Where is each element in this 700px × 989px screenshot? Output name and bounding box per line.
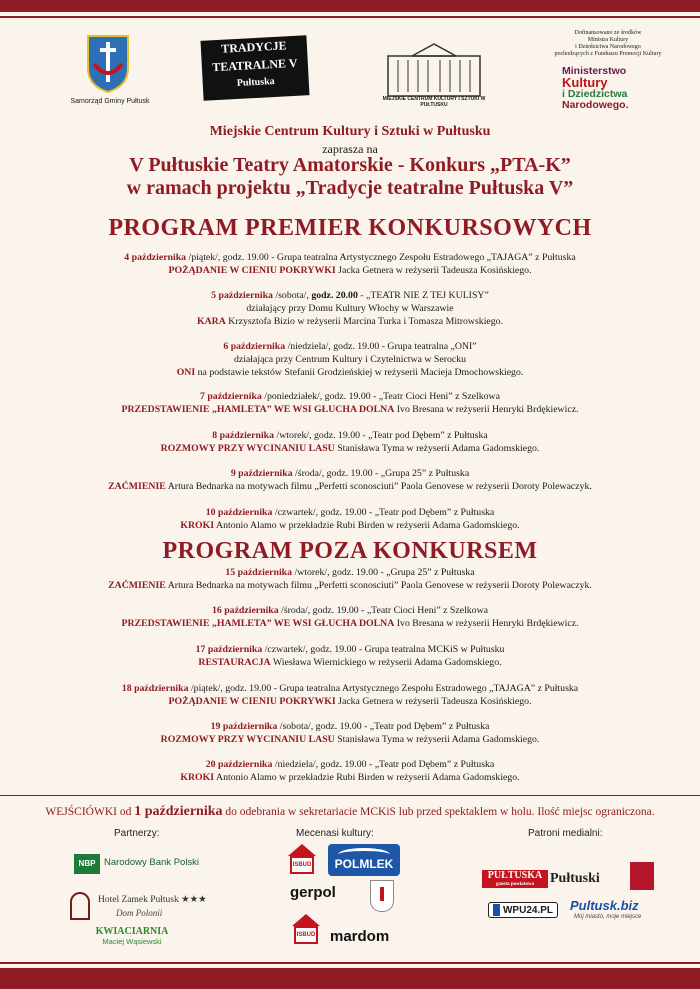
pultusk-biz-logo: Pultusk.biz [570, 898, 639, 913]
event-line-1 [0, 251, 700, 264]
event-date: 6 października [223, 341, 286, 352]
event-date: 5 października [211, 290, 273, 301]
tradycje-line-2: TEATRALNE V [211, 55, 298, 75]
event-details: /środa/, godz. 19.00 - „Grupa 25” z Pułtuska [292, 468, 470, 479]
event-line-1 [0, 682, 700, 695]
event-details: /sobota/, godz. 19.00 - „Teatr pod Dębem” z Pułtuska [277, 721, 490, 732]
event-credits: Ivo Bresana w reżyserii Henryki Brdękiewicz. [394, 404, 579, 415]
ministry-note-line: i Dziedzictwa Narodowego [575, 44, 641, 50]
event-credits: Jacka Getnera w reżyserii Tadeusza Kosińskiego. [335, 265, 532, 276]
event-title: ROZMOWY PRZY WYCINANIU LASU [160, 734, 335, 745]
event-title: ZAĆMIENIE [108, 580, 166, 591]
wpu24-name: WPU24.PL [502, 905, 553, 916]
logo-row [0, 28, 700, 120]
ministry-logo [562, 66, 672, 111]
event-line-1 [0, 643, 700, 656]
ministry-note-line: Dofinansowano ze środków [574, 30, 642, 36]
event-credits: Antonio Alamo w przekładzie Rubi Birden w reżyserii Adama Gadomskiego. [214, 772, 520, 783]
event-date: 16 października [211, 605, 279, 616]
event-date: 4 października [124, 252, 187, 263]
event-line-1 [0, 720, 700, 733]
event-date: 19 października [210, 721, 278, 732]
invites-line: zaprasza na [322, 142, 378, 156]
event-date: 9 października [230, 468, 293, 479]
nbp-mark: NBP [74, 854, 100, 874]
event-credits: Ivo Bresana w reżyserii Henryki Brdękiewicz. [394, 618, 579, 629]
event-line-1 [0, 289, 700, 302]
event-line-1 [0, 506, 700, 519]
gmina-crest-icon [84, 34, 132, 94]
organizer-line: Miejskie Centrum Kultury i Sztuki w Pułtusku [209, 124, 491, 139]
event-credits: Artura Bednarka na motywach filmu „Perfetti sconosciuti” Paola Genovese w reżyserii Doroty Polewaczyk. [165, 580, 592, 591]
bottom-band-line [0, 962, 700, 964]
event-item [0, 289, 700, 328]
pultuska-sub: gazeta powiatowa [496, 882, 534, 887]
event-credits: Jacka Getnera w reżyserii Tadeusza Kosińskiego. [335, 696, 532, 707]
divider [0, 795, 700, 796]
patrons-heading: Mecenasi kultury: [296, 828, 374, 839]
event-line-2 [0, 656, 700, 669]
polmlek-name: POLMLEK [334, 857, 394, 871]
event-details: /sobota/, [272, 290, 312, 301]
tygodnik-badge-icon [630, 862, 654, 890]
event-date: 20 października [205, 759, 273, 770]
event-line-3 [0, 315, 700, 328]
tygodnik-logo: Pułtuski [550, 871, 600, 886]
event-title: KARA [196, 316, 226, 327]
event-item [0, 758, 700, 784]
event-line-2 [0, 579, 700, 592]
event-item [0, 604, 700, 630]
event-line-1 [0, 340, 700, 353]
top-band-line [0, 16, 700, 18]
competition-title: PROGRAM PREMIER KONKURSOWYCH [108, 215, 592, 241]
isbud-name: ISBUD [294, 926, 318, 944]
mckis-caption: MIEJSKIE CENTRUM KULTURY I SZTUKI W PUŁTUSKU [382, 96, 486, 108]
event-line-1 [0, 390, 700, 403]
event-credits: Artura Bednarka na motywach filmu „Perfetti sconosciuti” Paola Genovese w reżyserii Doroty Polewaczyk. [165, 481, 592, 492]
event-line-1 [0, 467, 700, 480]
event-item [0, 682, 700, 708]
event-date: 17 października [195, 644, 263, 655]
event-credits: Krzysztofa Bizio w reżyserii Marcina Turka i Tomasza Mitrowskiego. [225, 316, 504, 327]
media-heading: Patroni medialni: [528, 828, 603, 839]
tradycje-logo [201, 35, 310, 100]
event-credits: Antonio Alamo w przekładzie Rubi Birden w reżyserii Adama Gadomskiego. [214, 520, 520, 531]
gerpol-logo: gerpol [290, 884, 336, 901]
event-line-3 [0, 366, 700, 379]
event-line-2: działająca przy Centrum Kultury i Czytelnictwa w Serocku [233, 354, 467, 365]
event-line-2 [0, 264, 700, 277]
partners-heading: Partnerzy: [114, 828, 160, 839]
event-line-1 [0, 566, 700, 579]
event-title: ONI [176, 367, 196, 378]
event-details: /czwartek/, godz. 19.00 - Grupa teatralna MCKiS w Pułtusku [262, 644, 505, 655]
top-band [0, 0, 700, 12]
event-details: /poniedziałek/, godz. 19.00 - „Teatr Cioci Heni” z Szelkowa [261, 391, 500, 402]
event-title: ZAĆMIENIE [108, 481, 166, 492]
non-competition-title: PROGRAM POZA KONKURSEM [162, 538, 538, 564]
ministry-line: Ministerstwo [562, 65, 627, 77]
event-details: /piątek/, godz. 19.00 - Grupa teatralna Artystycznego Zespołu Estradowego „TAJAGA” z Pułtuska [188, 683, 579, 694]
event-item [0, 429, 700, 455]
isbud-roof-icon [288, 844, 316, 856]
event-line-2 [0, 442, 700, 455]
hotel-name: Hotel Zamek Pułtusk ★★★ [98, 895, 207, 905]
hotel-subtitle: Dom Polonii [116, 908, 163, 918]
wpu24-logo [488, 902, 558, 918]
event-line-2 [0, 617, 700, 630]
event-item [0, 643, 700, 669]
ministry-note-line: pochodzących z Funduszu Promocji Kultury [554, 51, 662, 57]
event-date: 7 października [200, 391, 262, 402]
event-details: /piątek/, godz. 19.00 - Grupa teatralna Artystycznego Zespołu Estradowego „TAJAGA” z Pułtuska [186, 252, 576, 263]
florist-owner: Maciej Wąsiewski [102, 937, 162, 946]
tradycje-line-3: Pułtuska [236, 75, 275, 89]
isbud-name: ISBUD [290, 856, 314, 874]
event-title: PRZEDSTAWIENIE „HAMLETA” WE WSI GŁUCHA DOLNA [121, 404, 395, 415]
shield-cross-icon [380, 887, 384, 901]
event-item [0, 506, 700, 532]
mardom-logo: mardom [330, 928, 390, 945]
event-line-2 [0, 480, 700, 493]
florist-name: KWIACIARNIA [95, 926, 169, 937]
ministry-line: Narodowego. [562, 99, 629, 111]
event-line-2: działający przy Domu Kultury Włochy w Warszawie [246, 303, 454, 314]
event-line-2 [0, 403, 700, 416]
event-item [0, 467, 700, 493]
florist-logo [82, 926, 182, 946]
project-title: w ramach projektu „Tradycje teatralne Pułtuska V” [126, 177, 574, 199]
eu-plate-icon [493, 904, 500, 916]
polmlek-swoop-icon [338, 848, 390, 861]
tickets-text: do odebrania w sekretariacie MCKiS lub przed spektaklem w holu. Ilość miejsc ograniczona. [222, 806, 655, 818]
event-item [0, 390, 700, 416]
tradycje-line-1: TRADYCJE [220, 38, 287, 56]
event-line-2 [0, 771, 700, 784]
ministry-line: Kultury [562, 75, 608, 90]
event-item [0, 251, 700, 277]
event-title: KROKI [180, 772, 215, 783]
event-line-1 [0, 429, 700, 442]
event-credits: na podstawie tekstów Stefanii Grodzieńskiej w reżyserii Macieja Dmochowskiego. [195, 367, 524, 378]
pultuska-gazette-logo [482, 870, 548, 888]
event-line-2 [0, 519, 700, 532]
pultuska-name: PUŁTUSKA [487, 870, 543, 881]
tickets-text: WEJŚCIÓWKI od [45, 806, 135, 818]
event-line-2 [0, 695, 700, 708]
event-date: 15 października [225, 567, 293, 578]
event-details: /wtorek/, godz. 19.00 - „Grupa 25” z Pułtuska [292, 567, 475, 578]
event-item [0, 340, 700, 379]
event-details: - „TEATR NIE Z TEJ KULISY” [357, 290, 489, 301]
event-title: POŻĄDANIE W CIENIU POKRYWKI [168, 265, 336, 276]
event-details: /czwartek/, godz. 19.00 - „Teatr pod Dębem” z Pułtuska [272, 507, 495, 518]
crest-shield-icon [370, 880, 394, 912]
tickets-date: 1 października [134, 804, 223, 819]
isbud-logo [284, 844, 320, 876]
event-title: POŻĄDANIE W CIENIU POKRYWKI [168, 696, 336, 707]
event-line-1 [0, 758, 700, 771]
event-date: 10 października [205, 507, 273, 518]
festival-title: V Pułtuskie Teatry Amatorskie - Konkurs „PTA-K” [129, 154, 571, 176]
hotel-logo [70, 892, 220, 922]
pultusk-biz-tagline: Mój miasto, moje miejsce [574, 914, 642, 920]
event-title: ROZMOWY PRZY WYCINANIU LASU [160, 443, 335, 454]
mckis-building-icon [382, 42, 486, 102]
nbp-name: Narodowy Bank Polski [104, 857, 200, 868]
event-line-1 [0, 604, 700, 617]
event-credits: Stanisława Tyma w reżyserii Adama Gadomskiego. [334, 734, 540, 745]
ministry-note [548, 30, 668, 58]
event-credits: Wiesława Wiernickiego w reżyserii Adama Gadomskiego. [270, 657, 502, 668]
tickets-note [0, 804, 700, 820]
event-item [0, 720, 700, 746]
hotel-arch-icon [70, 892, 90, 920]
ministry-line: i Dziedzictwa [562, 88, 628, 100]
event-title: PRZEDSTAWIENIE „HAMLETA” WE WSI GŁUCHA DOLNA [121, 618, 395, 629]
event-title: KROKI [180, 520, 215, 531]
event-time: godz. 20.00 [311, 290, 358, 301]
polmlek-logo [328, 844, 400, 876]
event-details: /środa/, godz. 19.00 - „Teatr Cioci Heni” z Szelkowa [278, 605, 489, 616]
nbp-logo [70, 852, 206, 876]
event-details: /wtorek/, godz. 19.00 - „Teatr pod Dębem” z Pułtuska [274, 430, 488, 441]
bottom-band [0, 968, 700, 989]
event-date: 8 października [212, 430, 275, 441]
crest-caption: Samorząd Gminy Pułtusk [70, 98, 150, 105]
isbud-roof-icon [292, 914, 320, 926]
event-details: /niedziela/, godz. 19.00 - „Teatr pod Dębem” z Pułtuska [272, 759, 495, 770]
ministry-note-line: Ministra Kultury [587, 37, 629, 43]
event-details: /niedziela/, godz. 19.00 - Grupa teatralna „ONI” [285, 341, 477, 352]
event-date: 18 października [121, 683, 189, 694]
event-title: RESTAURACJA [198, 657, 271, 668]
event-credits: Stanisława Tyma w reżyserii Adama Gadomskiego. [334, 443, 540, 454]
isbud-logo [288, 914, 324, 946]
event-item [0, 566, 700, 592]
event-line-2 [0, 733, 700, 746]
